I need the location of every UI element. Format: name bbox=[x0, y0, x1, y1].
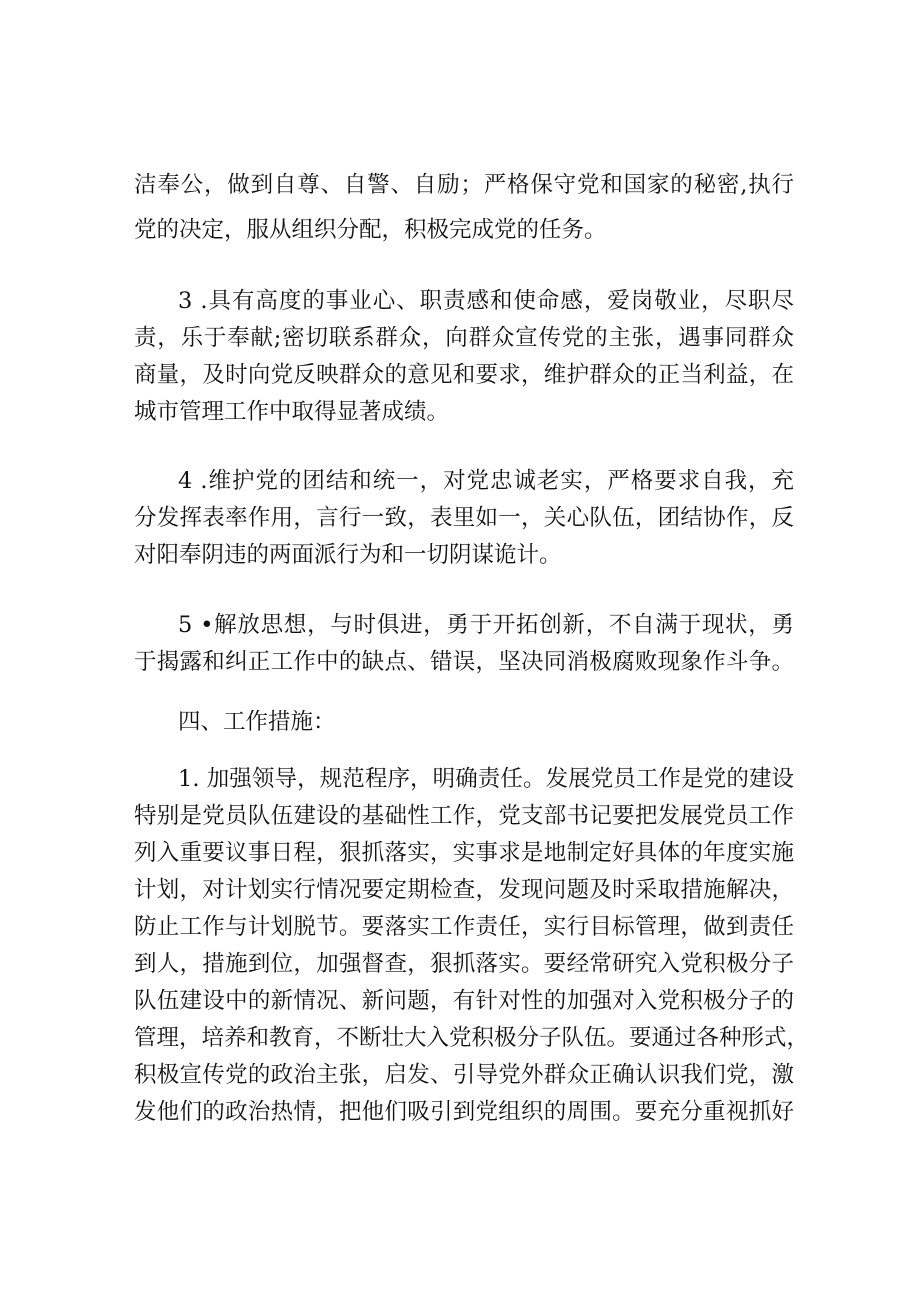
text-line: 管理，培养和教育，不断壮大入党积极分子队伍。要通过各种形式， bbox=[134, 1025, 810, 1051]
text-line: 商量，及时向党反映群众的意见和要求，维护群众的正当利益，在 bbox=[134, 362, 794, 388]
text-line: 防止工作与计划脱节。要落实工作责任，实行目标管理，做到责任 bbox=[134, 914, 794, 940]
text-line: 列入重要议事日程，狠抓落实，实事求是地制定好具体的年度实施 bbox=[134, 840, 794, 866]
text-line: 城市管理工作中取得显著成绩。 bbox=[134, 399, 450, 425]
text-line: 于揭露和纠正工作中的缺点、错误，坚决同消极腐败现象作斗争。 bbox=[134, 649, 794, 675]
text-line: 党的决定，服从组织分配，积极完成党的任务。 bbox=[134, 217, 607, 243]
text-line: 对阳奉阴违的两面派行为和一切阴谋诡计。 bbox=[134, 542, 562, 568]
text-line: 5 •解放思想，与时俱进，勇于开拓创新，不自满于现状，勇 bbox=[178, 612, 794, 638]
section-heading: 四、工作措施： bbox=[178, 709, 336, 735]
text-line: 责，乐于奉献;密切联系群众，向群众宣传党的主张，遇事同群众 bbox=[134, 325, 794, 351]
text-line: 4 .维护党的团结和统一，对党忠诚老实，严格要求自我，充 bbox=[178, 468, 794, 494]
text-line: 3 .具有高度的事业心、职责感和使命感，爱岗敬业，尽职尽 bbox=[178, 288, 794, 314]
text-line: 发他们的政治热情，把他们吸引到党组织的周围。要充分重视抓好 bbox=[134, 1099, 794, 1125]
text-line: 计划，对计划实行情况要定期检查，发现问题及时采取措施解决， bbox=[134, 877, 794, 903]
text-line: 特别是党员队伍建设的基础性工作，党支部书记要把发展党员工作 bbox=[134, 803, 794, 829]
text-line: 队伍建设中的新情况、新问题，有针对性的加强对入党积极分子的 bbox=[134, 988, 794, 1014]
text-line: 分发挥表率作用，言行一致，表里如一，关心队伍，团结协作，反 bbox=[134, 505, 794, 531]
text-line: 1. 加强领导，规范程序，明确责任。发展党员工作是党的建设 bbox=[178, 766, 794, 792]
text-line: 积极宣传党的政治主张，启发、引导党外群众正确认识我们党，激 bbox=[134, 1062, 794, 1088]
text-line: 到人，措施到位，加强督查，狠抓落实。要经常研究入党积极分子 bbox=[134, 951, 794, 977]
text-line: 洁奉公，做到自尊、自警、自励；严格保守党和国家的秘密,执行 bbox=[134, 172, 794, 198]
